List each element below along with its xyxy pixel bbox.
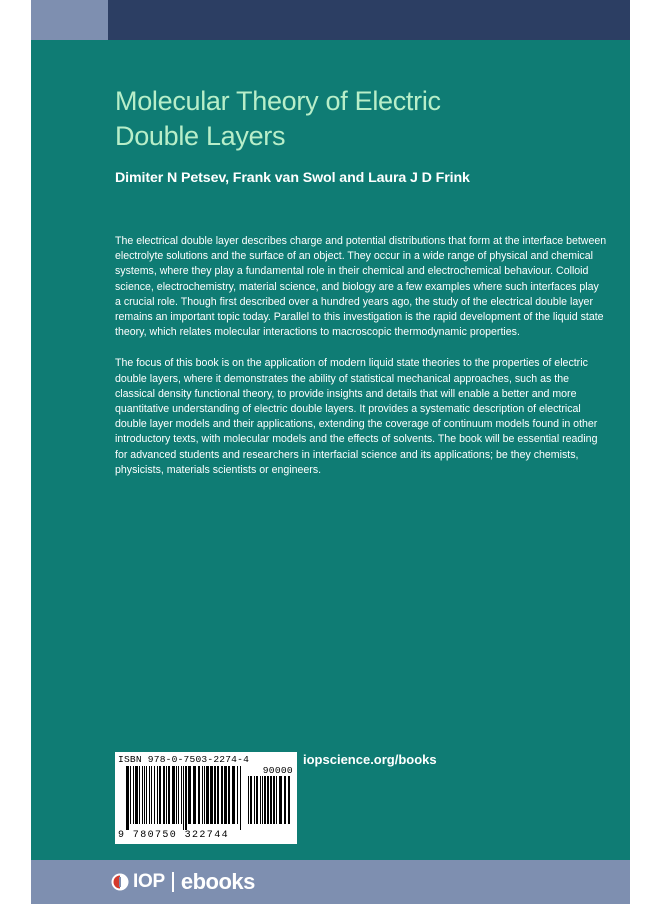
barcode-bars-addon — [247, 776, 293, 830]
book-authors: Dimiter N Petsev, Frank van Swol and Laura J D Frink — [115, 170, 470, 186]
barcode-bars-main — [125, 766, 245, 830]
iop-logo-icon — [111, 873, 129, 891]
isbn-barcode — [115, 752, 297, 844]
book-title-line-2: Double Layers — [115, 121, 286, 151]
price-code: 90000 — [262, 765, 293, 776]
barcode-digits: 9 780750 322744 — [118, 830, 230, 841]
logo-iop-text: IOP — [133, 871, 165, 892]
book-back-cover — [31, 0, 630, 904]
logo-divider — [172, 872, 174, 892]
book-description — [115, 234, 607, 494]
book-title-line-1: Molecular Theory of Electric — [115, 86, 441, 116]
description-paragraph-1: The electrical double layer describes charge and potential distributions that form at the interface between electrolyte solutions and the surface of an object. They occur in a wide range of physical and chemical systems, where they play a fundamental role in their chemical and electrochemical behaviour. Colloid science, electrochemistry, material science, and biology are a few examples where such interfaces play a crucial role. Though first described over a hundred years ago, the study of the electrical double layer remains an important topic today. Parallel to this investigation is the rapid development of the liquid state theory, which relates molecular interactions to macroscopic thermodynamic properties. — [115, 235, 607, 339]
top-bar — [31, 0, 630, 40]
iop-ebooks-logo — [111, 869, 255, 895]
bottom-bar — [31, 860, 630, 904]
description-paragraph-2: The focus of this book is on the application of modern liquid state theories to the properties of electric double layers, where it demonstrates the ability of statistical mechanical approaches, such as the classical density functional theory, to provide insights and details that will enable a better and more quantitative understanding of electric double layers. It provides a systematic description of electrical double layer models and their applications, extending the coverage of continuum models found in other introductory texts, with molecular models and the effects of solvents. The book will be essential reading for advanced students and researchers in interfacial science and its applications; be they chemists, physicists, materials scientists or engineers. — [115, 357, 598, 476]
isbn-number: ISBN 978-0-7503-2274-4 — [118, 754, 250, 765]
website-url: iopscience.org/books — [303, 752, 437, 767]
logo-ebooks-text: ebooks — [180, 869, 255, 894]
book-title — [115, 84, 535, 154]
top-bar-accent — [31, 0, 108, 40]
